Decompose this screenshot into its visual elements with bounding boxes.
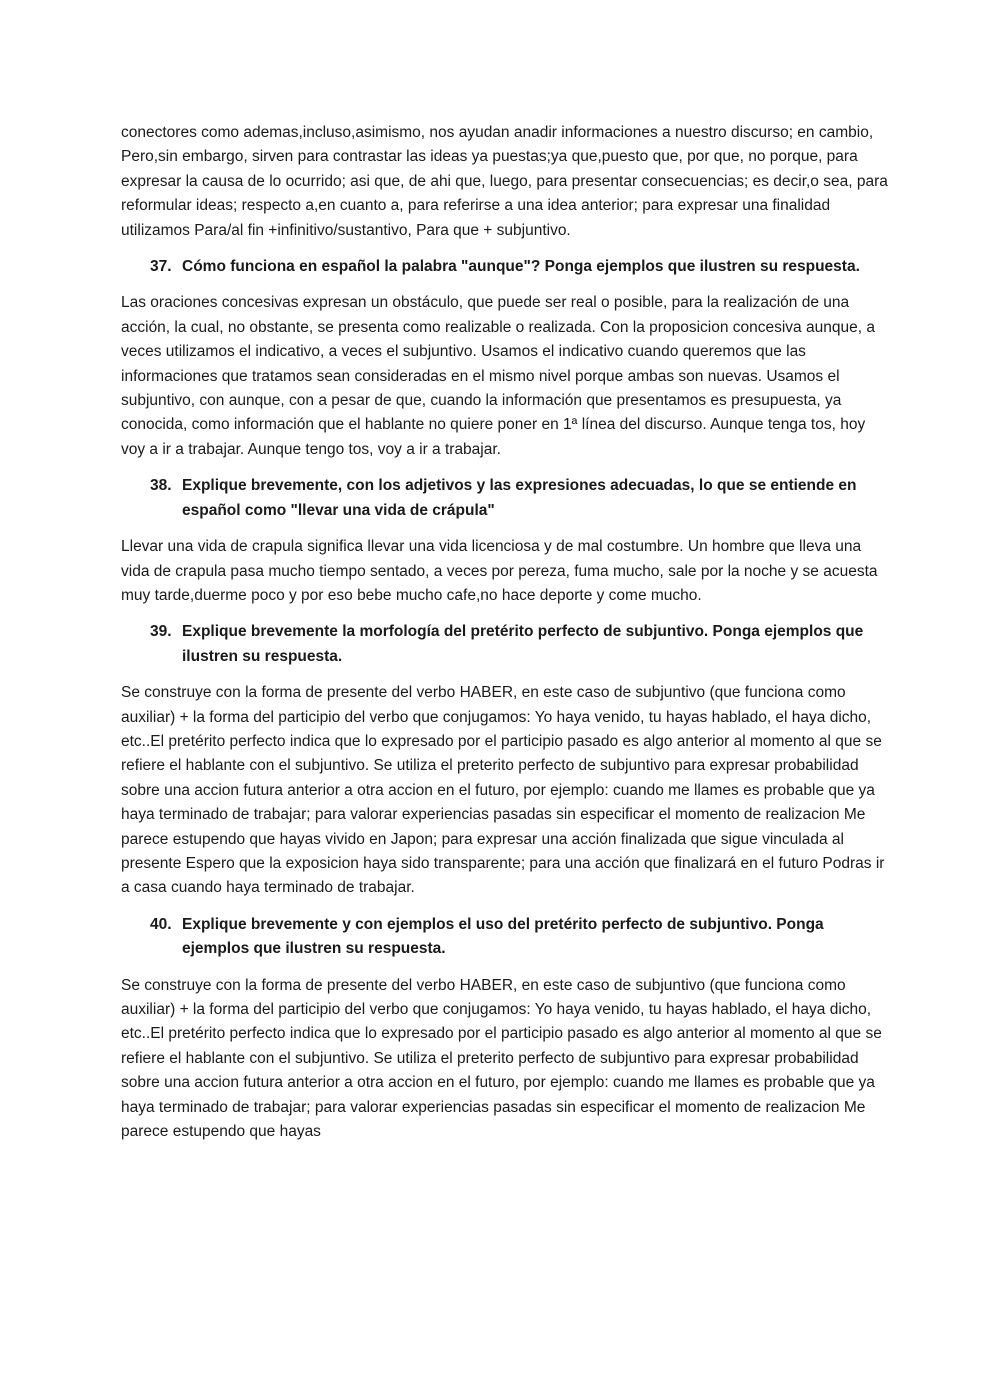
answer-39: Se construye con la forma de presente del verbo HABER, en este caso de subjuntivo (que funciona como auxiliar) + la forma del participio del verbo que conjugamos: Yo haya venido, tu hayas hablado, el haya dicho, etc..El pretérito perfecto indica que lo expresado por el participio pasado es algo anterior al momento al que se refiere el hablante con el subjuntivo. Se utiliza el preterito perfecto de subjuntivo para expresar probabilidad sobre una accion futura anterior a otra accion en el futuro, por ejemplo: cuando me llames es probable que ya haya terminado de trabajar; para valorar experiencias pasadas sin especificar el momento de realizacion Me parece estupendo que hayas vivido en Japon; para expresar una acción finalizada que sigue vinculada al presente Espero que la exposicion haya sido transparente; para una acción que finalizará en el futuro Podras ir a casa cuando haya terminado de trabajar. [121, 684, 885, 897]
intro-paragraph: conectores como ademas,incluso,asimismo, nos ayudan anadir informaciones a nuestro discurso; en cambio, Pero,sin embargo, sirven para contrastar las ideas ya puestas;ya que,puesto que, por que, no porque, para expresar la causa de lo ocurrido; asi que, de ahi que, luego, para presentar consecuencias; es decir,o sea, para reformular ideas; respecto a,en cuanto a, para referirse a una idea anterior; para expresar una finalidad utilizamos Para/al fin +infinitivo/sustantivo, Para que + subjuntivo. [121, 124, 888, 239]
answer-37: Las oraciones concesivas expresan un obstáculo, que puede ser real o posible, para la realización de una acción, la cual, no obstante, se presenta como realizable o realizada. Con la proposicion concesiva aunque, a veces utilizamos el indicativo, a veces el subjuntivo. Usamos el indicativo cuando queremos que las informaciones que tratamos sean consideradas en el mismo nivel porque ambas son nuevas. Usamos el subjuntivo, con aunque, con a pesar de que, cuando la información que presentamos es presupuesta, ya conocida, como información que el hablante no quiere poner en 1ª línea del discurso. Aunque tenga tos, hoy voy a ir a trabajar. Aunque tengo tos, voy a ir a trabajar. [121, 294, 875, 458]
question-number: 37. [150, 258, 172, 276]
question-text: Explique brevemente y con ejemplos el uso del pretérito perfecto de subjuntivo. Ponga ejemplos que ilustren su respuesta. [182, 915, 824, 958]
answer-40: Se construye con la forma de presente del verbo HABER, en este caso de subjuntivo (que funciona como auxiliar) + la forma del participio del verbo que conjugamos: Yo haya venido, tu hayas hablado, el haya dicho, etc..El pretérito perfecto indica que lo expresado por el participio pasado es algo anterior al momento al que se refiere el hablante con el subjuntivo. Se utiliza el preterito perfecto de subjuntivo para expresar probabilidad sobre una accion futura anterior a otra accion en el futuro, por ejemplo: cuando me llames es probable que ya haya terminado de trabajar; para valorar experiencias pasadas sin especificar el momento de realizacion Me parece estupendo que hayas [121, 976, 882, 1141]
question-number: 40. [150, 915, 172, 933]
question-37-heading [121, 255, 891, 279]
answer-38: Llevar una vida de crapula significa llevar una vida licenciosa y de mal costumbre. Un hombre que lleva una vida de crapula pasa mucho tiempo sentado, a veces por pereza, fuma mucho, sale por la noche y se acuesta muy tarde,duerme poco y por eso bebe mucho cafe,no hace deporte y come mucho. [121, 538, 878, 604]
question-text: Explique brevemente la morfología del pretérito perfecto de subjuntivo. Ponga ejemplos que ilustren su respuesta. [182, 623, 864, 665]
document-page [121, 121, 891, 1156]
question-38-heading [121, 474, 891, 523]
question-number: 39. [150, 623, 172, 641]
question-text: Cómo funciona en español la palabra "aunque"? Ponga ejemplos que ilustren su respuesta. [182, 258, 860, 276]
question-40-heading [121, 913, 891, 962]
question-number: 38. [150, 477, 172, 495]
question-39-heading [121, 620, 891, 669]
question-text: Explique brevemente, con los adjetivos y las expresiones adecuadas, lo que se entiende en español como "llevar una vida de crápula" [182, 477, 857, 519]
